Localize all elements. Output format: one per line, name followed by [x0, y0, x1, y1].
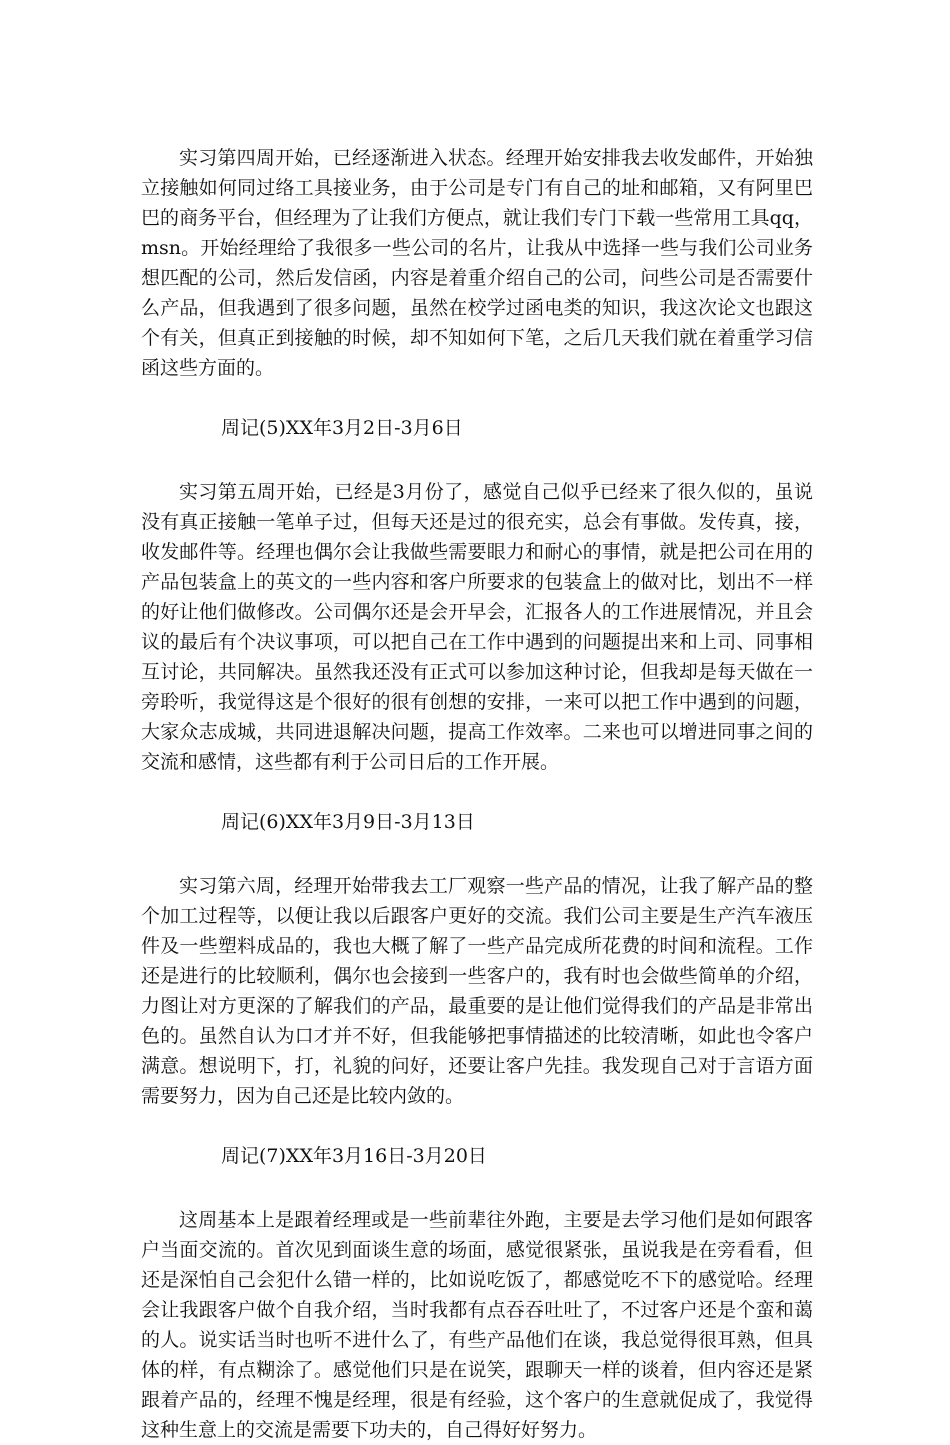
section-heading-week-5: 周记(5)XX年3月2日-3月6日 [221, 417, 463, 439]
section-heading-week-6: 周记(6)XX年3月9日-3月13日 [221, 811, 475, 833]
section-heading-week-7: 周记(7)XX年3月16日-3月20日 [221, 1145, 487, 1167]
paragraph-week-7: 这周基本上是跟着经理或是一些前辈往外跑，主要是去学习他们是如何跟客户当面交流的。首次见到面谈生意的场面，感觉很紧张，虽说我是在旁看看，但还是深怕自己会犯什么错一样的，比如说吃饭了，都感觉吃不下的感觉哈。经理会让我跟客户做个自我介绍，当时我都有点吞吞吐吐了，不过客户还是个蛮和蔼的人。说实话当时也听不进什么了，有些产品他们在谈，我总觉得很耳熟，但具体的样，有点糊涂了。感觉他们只是在说笑，跟聊天一样的谈着，但内容还是紧跟着产品的，经理不愧是经理，很是有经验，这个客户的生意就促成了，我觉得这种生意上的交流是需要下功夫的，自己得好好努力。 [141, 1209, 813, 1441]
paragraph-week-6: 实习第六周，经理开始带我去工厂观察一些产品的情况，让我了解产品的整个加工过程等，以便让我以后跟客户更好的交流。我们公司主要是生产汽车液压件及一些塑料成品的，我也大概了解了一些产品完成所花费的时间和流程。工作还是进行的比较顺利，偶尔也会接到一些客户的，我有时也会做些简单的介绍，力图让对方更深的了解我们的产品，最重要的是让他们觉得我们的产品是非常出色的。虽然自认为口才并不好，但我能够把事情描述的比较清晰，如此也令客户满意。想说明下，打，礼貌的问好，还要让客户先挂。我发现自己对于言语方面需要努力，因为自己还是比较内敛的。 [141, 875, 813, 1107]
paragraph-week-4: 实习第四周开始，已经逐渐进入状态。经理开始安排我去收发邮件，开始独立接触如何同过络工具接业务，由于公司是专门有自己的址和邮箱，又有阿里巴巴的商务平台，但经理为了让我们方便点，就让我们专门下载一些常用工具qq，msn。开始经理给了我很多一些公司的名片，让我从中选择一些与我们公司业务想匹配的公司，然后发信函，内容是着重介绍自己的公司，问些公司是否需要什么产品，但我遇到了很多问题，虽然在校学过函电类的知识，我这次论文也跟这个有关，但真正到接触的时候，却不知如何下笔，之后几天我们就在着重学习信函这些方面的。 [141, 147, 813, 379]
document-body [141, 143, 813, 1445]
paragraph-week-5: 实习第五周开始，已经是3月份了，感觉自己似乎已经来了很久似的，虽说没有真正接触一笔单子过，但每天还是过的很充实，总会有事做。发传真，接，收发邮件等。经理也偶尔会让我做些需要眼力和耐心的事情，就是把公司在用的产品包装盒上的英文的一些内容和客户所要求的包装盒上的做对比，划出不一样的好让他们做修改。公司偶尔还是会开早会，汇报各人的工作进展情况，并且会议的最后有个决议事项，可以把自己在工作中遇到的问题提出来和上司、同事相互讨论，共同解决。虽然我还没有正式可以参加这种讨论，但我却是每天做在一旁聆听，我觉得这是个很好的很有创想的安排，一来可以把工作中遇到的问题，大家众志成城，共同进退解决问题，提高工作效率。二来也可以增进同事之间的交流和感情，这些都有利于公司日后的工作开展。 [141, 481, 813, 773]
